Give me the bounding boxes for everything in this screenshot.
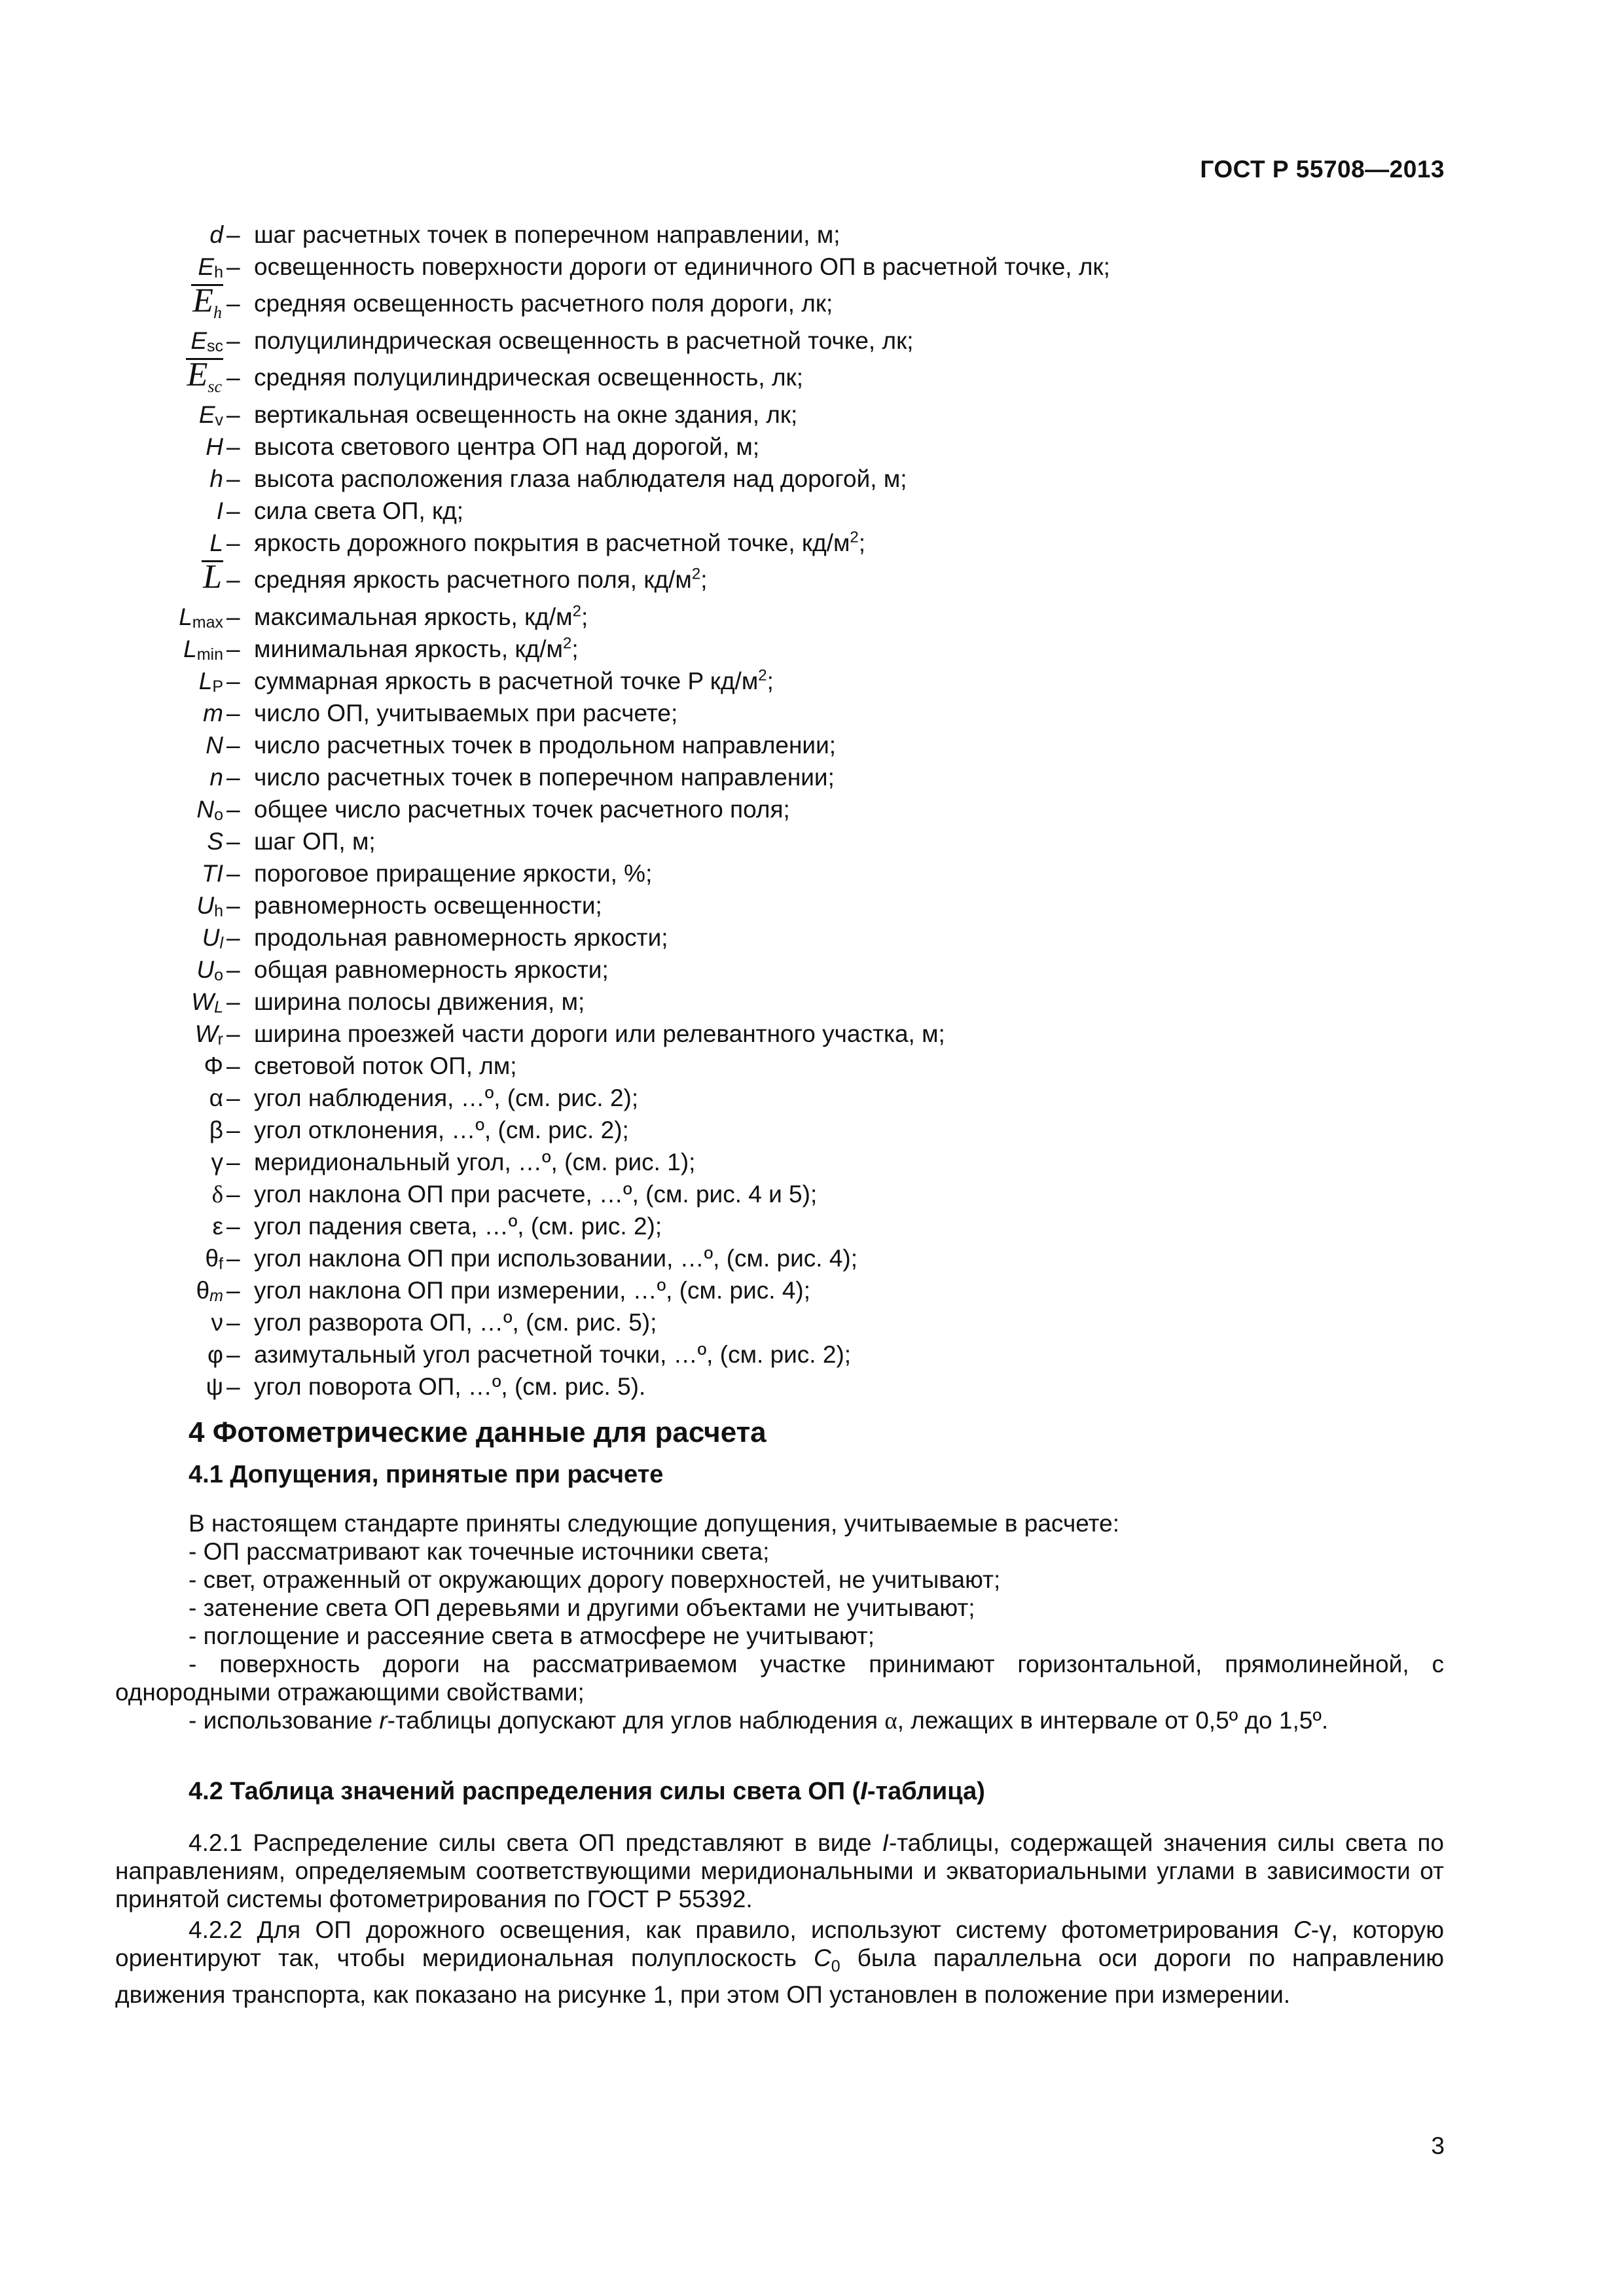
dash: –: [226, 924, 240, 951]
symbol-description: угол падения света, …º, (см. рис. 2);: [254, 1213, 662, 1240]
symbol-row: [0, 463, 1624, 495]
symbol-row: [0, 665, 1624, 697]
symbol-description: вертикальная освещенность на окне здания, лк;: [254, 401, 798, 428]
dash: –: [226, 1117, 240, 1143]
assumption-item: - поверхность дороги на рассматриваемом участке принимают горизонтальной, прямолинейной, с однородными отражающими свойствами;: [115, 1651, 1444, 1706]
symbol-description: продольная равномерность яркости;: [254, 924, 668, 951]
symbol-row: [0, 219, 1624, 251]
symbol: ψ: [206, 1373, 223, 1400]
symbol-description: яркость дорожного покрытия в расчетной точке, $кд/м^2$;: [254, 528, 866, 556]
symbol: Wr: [194, 1020, 223, 1049]
symbol-description: число расчетных точек в поперечном направлении;: [254, 764, 835, 791]
symbol: γ: [211, 1149, 223, 1175]
symbol: m: [203, 700, 223, 726]
symbol-row: [0, 1210, 1624, 1242]
dash: –: [226, 529, 240, 556]
symbol-description: число ОП, учитываемых при расчете;: [254, 700, 678, 726]
assumption-item: - затенение света ОП деревьями и другими объектами не учитывают;: [189, 1594, 975, 1621]
symbol-row: [0, 527, 1624, 559]
symbol: d: [209, 221, 223, 248]
dash: –: [226, 860, 240, 887]
dash: –: [226, 1277, 240, 1304]
dash: –: [226, 732, 240, 759]
symbol: TI: [202, 860, 223, 887]
symbol-description: угол наклона ОП при измерении, …º, (см. рис. 4);: [254, 1277, 811, 1304]
overline-symbol: L: [203, 558, 222, 596]
symbol-row: [0, 922, 1624, 954]
dash: –: [226, 603, 240, 630]
dash: –: [226, 1020, 240, 1047]
symbol-row: [0, 1338, 1624, 1371]
dash: –: [226, 1341, 240, 1368]
symbol: WL: [191, 988, 223, 1016]
assumption-item: - поглощение и рассеяние света в атмосфере не учитывают;: [189, 1623, 875, 1649]
dash: –: [226, 566, 240, 593]
dash: –: [226, 401, 240, 428]
symbol-row: [0, 1018, 1624, 1050]
dash: –: [226, 1245, 240, 1272]
symbol-description: максимальная яркость, $кд/м^2$;: [254, 602, 588, 630]
symbol-row: [0, 1146, 1624, 1178]
symbol-description: сила света ОП, кд;: [254, 497, 464, 524]
dash: –: [226, 1373, 240, 1400]
symbol-row: [0, 1114, 1624, 1146]
symbol-row: [0, 1306, 1624, 1338]
assumption-item: - свет, отраженный от окружающих дорогу поверхностей, не учитывают;: [189, 1566, 1001, 1593]
assumption-item: - ОП рассматривают как точечные источники света;: [189, 1538, 770, 1565]
overline-symbol: $E_h$: [191, 284, 223, 328]
dash: –: [226, 1309, 240, 1336]
symbol-description: равномерность освещенности;: [254, 892, 602, 919]
symbol-row: [0, 251, 1624, 283]
symbol-description: угол наблюдения, …º, (см. рис. 2);: [254, 1085, 639, 1111]
dash: –: [226, 364, 240, 391]
symbol: φ: [208, 1341, 223, 1368]
symbol: [191, 283, 223, 328]
symbol: β: [209, 1117, 223, 1143]
symbol-description: суммарная яркость в расчетной точке P $кд/м^2$;: [254, 666, 774, 694]
paragraph-4-2-1: 4.2.1 Распределение силы света ОП представляют в виде I-таблицы, содержащей значения силы света по направлениям, определяемым соответствующими меридиональными и экваториальными углами в зависимости от принятой системы фотометрирования по ГОСТ Р 55392.: [115, 1829, 1444, 1912]
symbol-description: шаг ОП, м;: [254, 828, 376, 855]
symbol-description: угол поворота ОП, …º, (см. рис. 5).: [254, 1373, 646, 1400]
symbol: δ: [211, 1181, 223, 1208]
symbol: Uh: [196, 892, 223, 920]
symbol: Ev: [198, 401, 223, 429]
symbol: Lmin: [183, 636, 223, 664]
symbol-description: полуцилиндрическая освещенность в расчетной точке, лк;: [254, 327, 914, 354]
dash: –: [226, 327, 240, 354]
symbol-description: общая равномерность яркости;: [254, 956, 609, 983]
subsection-4-2-title: 4.2 Таблица значений распределения силы света ОП (I-таблица): [189, 1778, 985, 1805]
dash: –: [226, 253, 240, 280]
symbol: Φ: [204, 1052, 223, 1079]
symbol: Lmax: [179, 603, 223, 632]
dash: –: [226, 1085, 240, 1111]
symbol-description: угол наклона ОП при использовании, …º, (см. рис. 4);: [254, 1245, 858, 1272]
symbol: L: [209, 529, 223, 556]
symbol: n: [209, 764, 223, 791]
symbol: H: [206, 433, 223, 460]
page-number: 3: [1431, 2132, 1445, 2159]
symbol-description: световой поток ОП, лм;: [254, 1052, 517, 1079]
document-designation: ГОСТ Р 55708—2013: [1200, 156, 1445, 183]
symbol-description: угол наклона ОП при расчете, …º, (см. рис. 4 и 5);: [254, 1181, 818, 1208]
symbol-row: [0, 889, 1624, 922]
symbol-row: [0, 1274, 1624, 1306]
dash: –: [226, 433, 240, 460]
symbol-row: [0, 559, 1624, 601]
symbol: Uo: [196, 956, 223, 984]
symbol-row: [0, 954, 1624, 986]
symbol-description: высота светового центра ОП над дорогой, м;: [254, 433, 760, 460]
symbol-row: [0, 283, 1624, 325]
symbol-row: [0, 399, 1624, 431]
symbol-description: азимутальный угол расчетной точки, …º, (см. рис. 2);: [254, 1341, 852, 1368]
overline-symbol: $E_{sc}$: [186, 358, 223, 402]
dash: –: [226, 221, 240, 248]
symbol: θm: [196, 1277, 223, 1305]
symbol-row: [0, 986, 1624, 1018]
symbol: Ul: [202, 924, 223, 952]
dash: –: [226, 636, 240, 662]
symbol: ν: [211, 1309, 223, 1336]
symbol-row: [0, 729, 1624, 761]
symbol-description: средняя яркость расчетного поля, $кд/м^2$;: [254, 565, 708, 593]
symbol: N: [206, 732, 223, 759]
assumption-item-r-table: - использование r-таблицы допускают для углов наблюдения α, лежащих в интервале от 0,5º до 1,5º.: [189, 1707, 1329, 1734]
symbol-description: средняя полуцилиндрическая освещенность, лк;: [254, 364, 804, 391]
symbol-row: [0, 793, 1624, 825]
symbol-row: [0, 1242, 1624, 1274]
symbol-row: [0, 1178, 1624, 1210]
symbol-row: [0, 601, 1624, 633]
section-4-title: 4 Фотометрические данные для расчета: [189, 1416, 767, 1448]
dash: –: [226, 290, 240, 317]
dash: –: [226, 700, 240, 726]
symbol: α: [209, 1085, 223, 1111]
symbol-row: [0, 761, 1624, 793]
symbol-description: угол отклонения, …º, (см. рис. 2);: [254, 1117, 629, 1143]
symbol-row: [0, 431, 1624, 463]
symbol-description: средняя освещенность расчетного поля дороги, лк;: [254, 290, 833, 317]
symbol-row: [0, 825, 1624, 857]
symbol-description: пороговое приращение яркости, %;: [254, 860, 653, 887]
symbol-description: общее число расчетных точек расчетного поля;: [254, 796, 790, 823]
symbol-row: [0, 633, 1624, 665]
symbol-row: [0, 697, 1624, 729]
dash: –: [226, 956, 240, 983]
symbol: [186, 357, 223, 402]
symbol: [202, 559, 223, 601]
symbol-description: ширина полосы движения, м;: [254, 988, 585, 1015]
symbol-description: шаг расчетных точек в поперечном направлении, м;: [254, 221, 840, 248]
dash: –: [226, 668, 240, 694]
symbol: S: [207, 828, 223, 855]
dash: –: [226, 465, 240, 492]
dash: –: [226, 796, 240, 823]
symbol-description: высота расположения глаза наблюдателя над дорогой, м;: [254, 465, 907, 492]
symbol: Esc: [190, 327, 223, 355]
dash: –: [226, 1213, 240, 1240]
paragraph-4-2-2: 4.2.2 Для ОП дорожного освещения, как правило, используют систему фотометрирования C-γ, которую ориентируют так, чтобы меридиональная полуплоскость $C_0$ была параллельна оси дороги по направлению движения транспорта, как показано на рисунке 1, при этом ОП установлен в положение при измерении.: [115, 1916, 1444, 2009]
assumptions-intro: В настоящем стандарте приняты следующие допущения, учитываемые в расчете:: [189, 1510, 1119, 1537]
symbol-list: [0, 219, 1624, 1403]
subsection-4-1-title: 4.1 Допущения, принятые при расчете: [189, 1461, 664, 1488]
dash: –: [226, 892, 240, 919]
symbol: LP: [198, 668, 223, 696]
symbol: h: [209, 465, 223, 492]
symbol-row: [0, 1082, 1624, 1114]
symbol-description: меридиональный угол, …º, (см. рис. 1);: [254, 1149, 696, 1175]
symbol-row: [0, 1050, 1624, 1082]
symbol-description: минимальная яркость, $кд/м^2$;: [254, 634, 579, 662]
symbol-description: число расчетных точек в продольном направлении;: [254, 732, 837, 759]
symbol-description: ширина проезжей части дороги или релевантного участка, м;: [254, 1020, 945, 1047]
symbol-row: [0, 325, 1624, 357]
symbol-row: [0, 357, 1624, 399]
dash: –: [226, 1149, 240, 1175]
symbol: I: [216, 497, 223, 524]
dash: –: [226, 828, 240, 855]
symbol-description: освещенность поверхности дороги от единичного ОП в расчетной точке, лк;: [254, 253, 1110, 280]
symbol: ε: [212, 1213, 223, 1240]
dash: –: [226, 1052, 240, 1079]
symbol: θf: [205, 1245, 223, 1273]
symbol-description: угол разворота ОП, …º, (см. рис. 5);: [254, 1309, 657, 1336]
symbol-row: [0, 495, 1624, 527]
symbol: No: [196, 796, 223, 824]
dash: –: [226, 1181, 240, 1208]
symbol-row: [0, 857, 1624, 889]
symbol: Eh: [198, 253, 223, 281]
dash: –: [226, 988, 240, 1015]
dash: –: [226, 764, 240, 791]
symbol-row: [0, 1371, 1624, 1403]
dash: –: [226, 497, 240, 524]
